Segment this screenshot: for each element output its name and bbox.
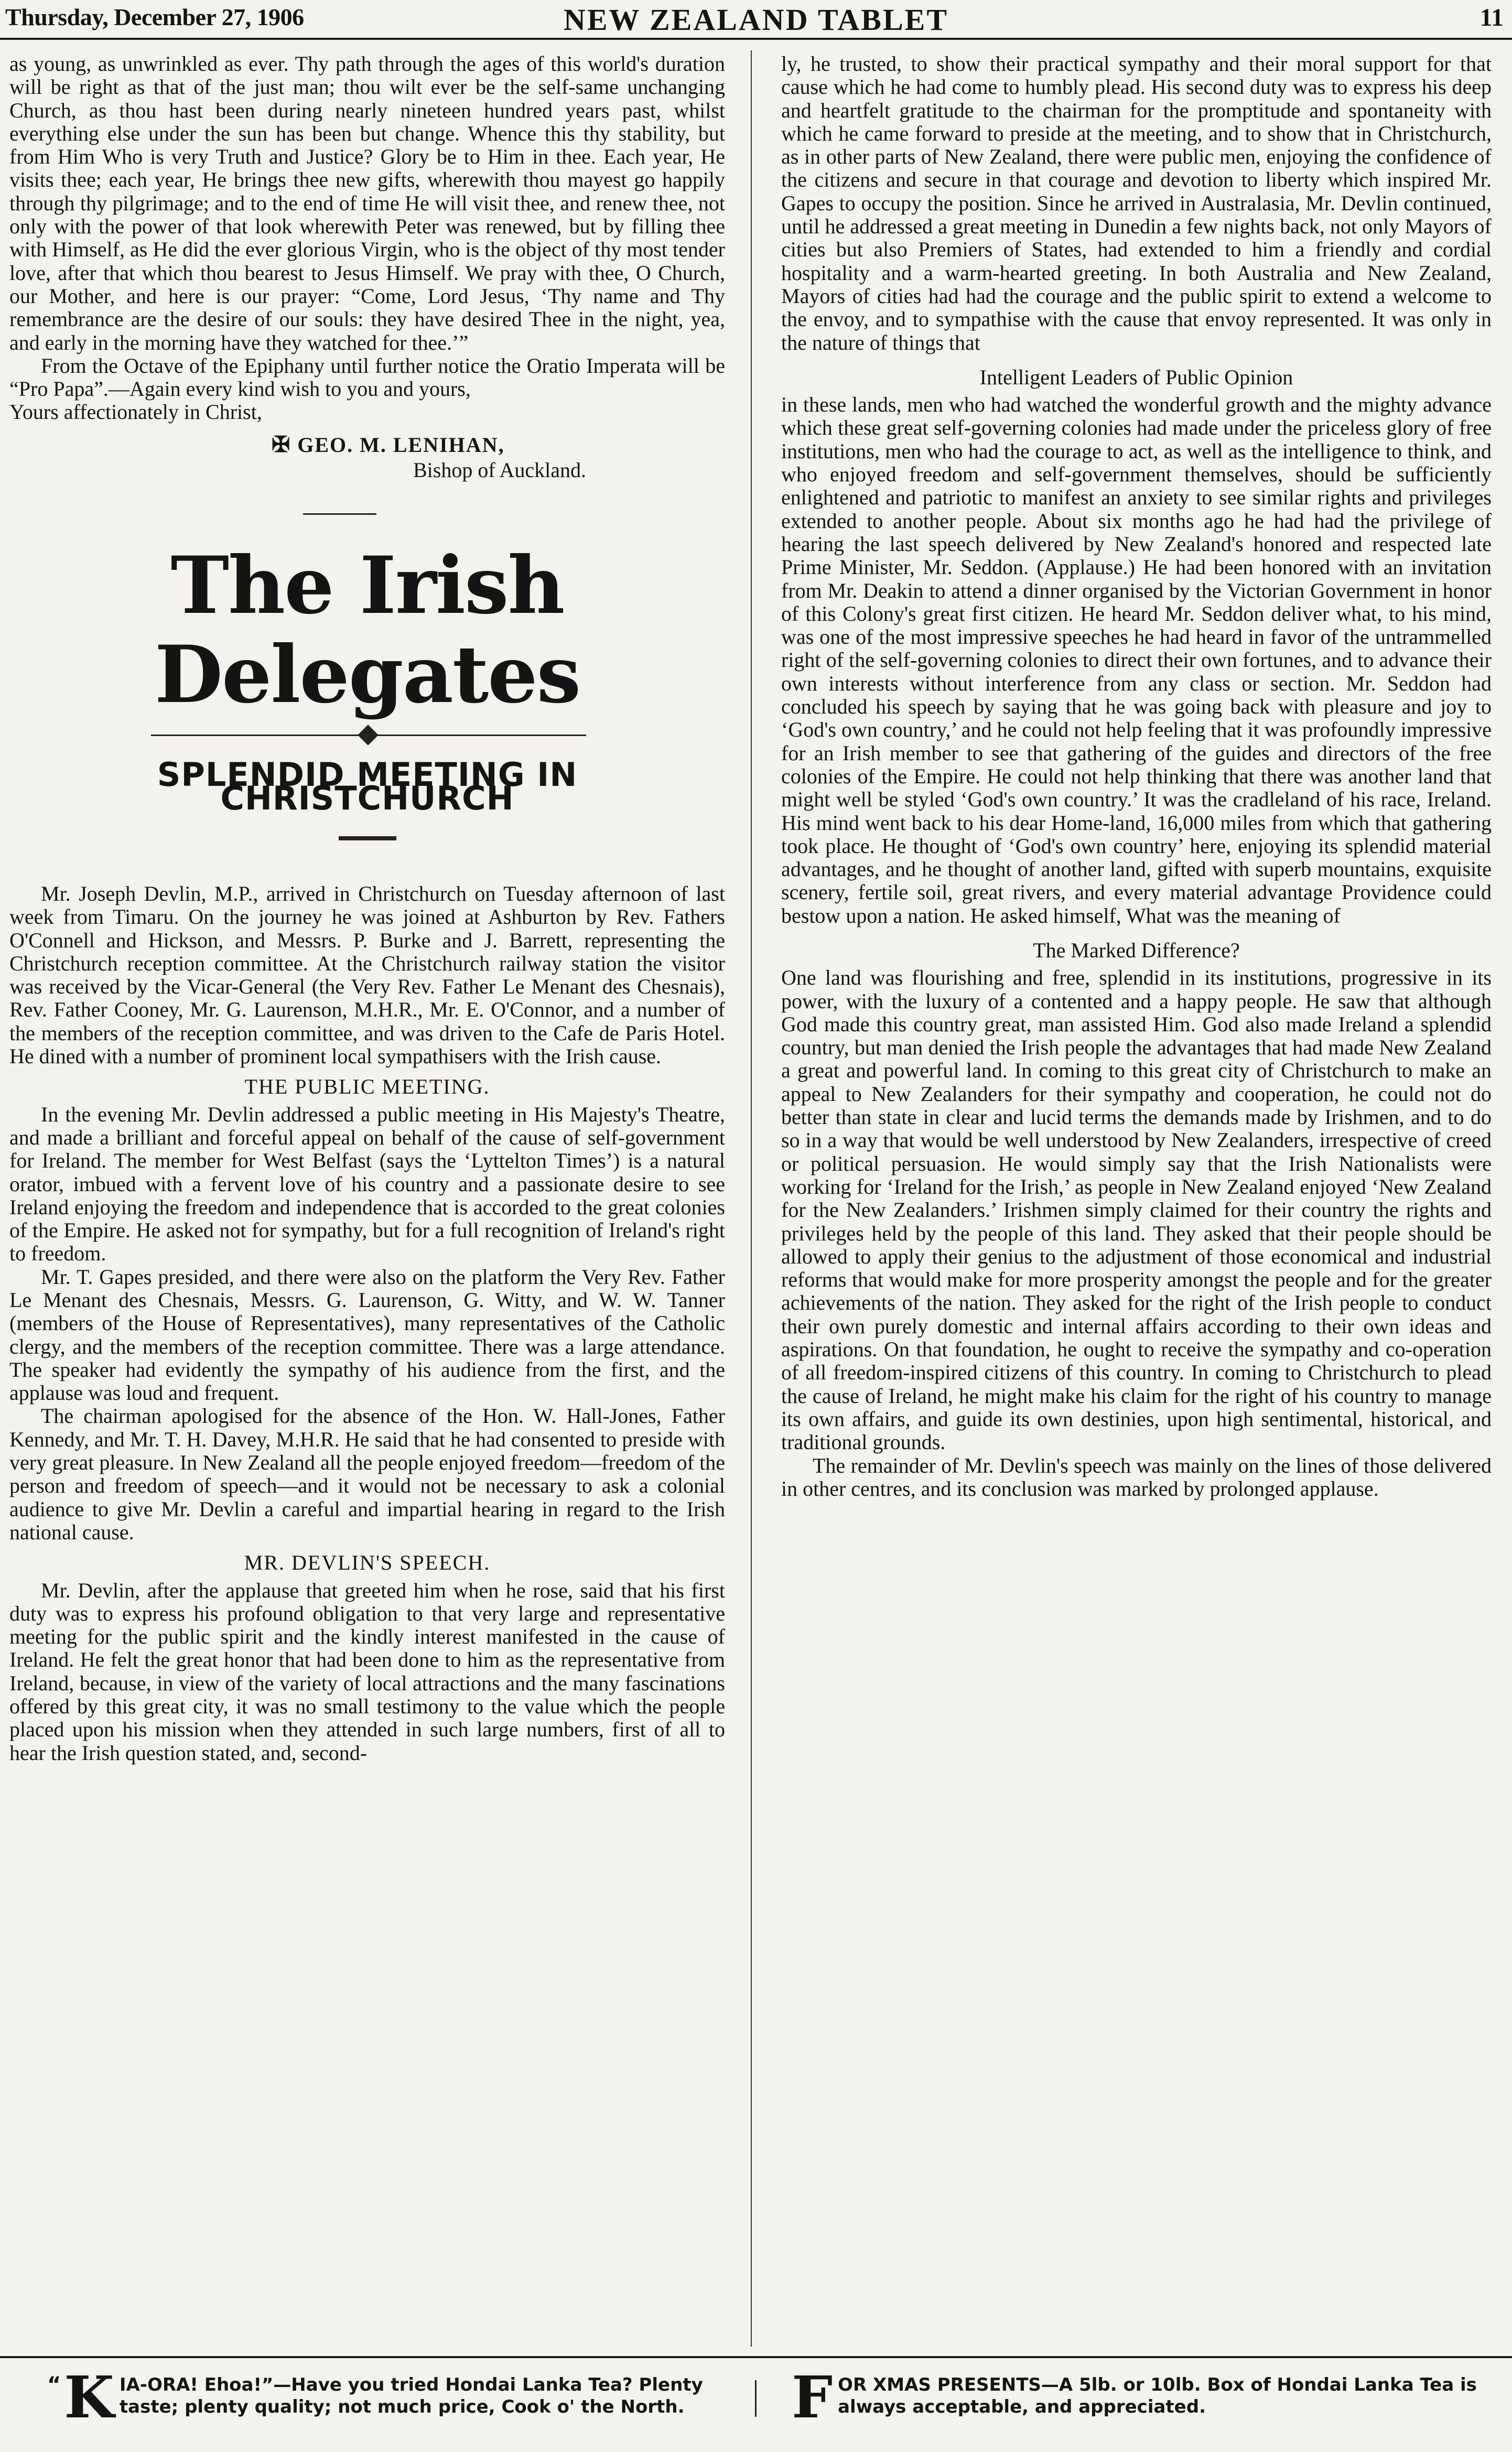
cross-icon: ✠ xyxy=(272,433,291,457)
article-paragraph: The chairman apologised for the absence of the Hon. W. Hall-Jones, Father Kennedy, and Mr. T. H. Davey, M.H.R. He said that he had consented to preside with very great pleasure. In New Zealand all the people enjoyed freedom—freedom of the person and freedom of speech—and it would not be necessary to ask a colonial audience to give Mr. Devlin a careful and impartial hearing in regard to the Irish national cause. xyxy=(9,1404,725,1544)
ad-initial: F xyxy=(792,2363,833,2431)
letter-tail: From the Octave of the Epiphany until further notice the Oratio Imperata will be “Pro Papa”.—Again every kind wish to you and yours, xyxy=(9,353,725,401)
ornament-rule xyxy=(9,725,725,746)
article-paragraph: Mr. Devlin, after the applause that greeted him when he rose, said that his first duty was to express his profound obligation to that very large and representative meeting for the public spirit and the kindly interest manifested in the cause of Ireland. He felt the great honor that had been done to him as the representative from Ireland, because, in view of the variety of local attractions and the many fascinations offered by this great city, it was no small testimony to the value which the people placed upon his mission when they attended in such large numbers, first of all to hear the Irish question stated, and, second- xyxy=(9,1578,725,1765)
letter-signoff: Yours affectionately in Christ, xyxy=(9,400,262,424)
ad-text: IA-ORA! Ehoa!”—Have you tried Hondai Lanka Tea? Plenty taste; plenty quality; not much price, Cook o' the North. xyxy=(119,2374,703,2417)
masthead-title: NEW ZEALAND TABLET xyxy=(563,3,949,37)
section-heading-marked-difference: The Marked Difference? xyxy=(1033,938,1240,962)
left-column xyxy=(9,52,725,1765)
ad-xmas-presents xyxy=(792,2363,1489,2431)
column-divider xyxy=(751,50,752,2347)
short-divider xyxy=(303,513,376,515)
signature-name: GEO. M. LENIHAN, xyxy=(297,433,505,457)
right-column xyxy=(781,52,1492,1500)
section-heading-public-meeting: THE PUBLIC MEETING. xyxy=(244,1075,490,1099)
masthead xyxy=(0,0,1512,40)
section-heading-leaders: Intelligent Leaders of Public Opinion xyxy=(979,365,1293,389)
article-paragraph: In the evening Mr. Devlin addressed a public meeting in His Majesty's Theatre, and made a brilliant and forceful appeal on behalf of the cause of self-government for Ireland. The member for West Belfast (says the ‘Lyttelton Times’) is a natural orator, imbued with a fervent love of his country and a passionate desire to see Ireland enjoying the freedom and independence that is accorded to the great colonies of the Empire. He asked not for sympathy, but for a full recognition of Ireland's right to freedom. xyxy=(9,1102,725,1266)
masthead-date: Thursday, December 27, 1906 xyxy=(5,4,304,30)
ad-kia-ora xyxy=(47,2363,723,2431)
article-paragraph: The remainder of Mr. Devlin's speech was mainly on the lines of those delivered in other centres, and its conclusion was marked by prolonged applause. xyxy=(781,1453,1492,1500)
page-number: 11 xyxy=(1479,4,1504,31)
ad-separator xyxy=(755,2380,757,2417)
article-paragraph: ly, he trusted, to show their practical sympathy and their moral support for that cause which he had come to humbly plead. His second duty was to express his deep and heartfelt gratitude to the chairman for the promptitude and spontaneity with which he came forward to preside at the meeting, and to show that in Christchurch, as in other parts of New Zealand, there were public men, enjoying the confidence of the citizens and secure in that courage and devotion to liberty which inspired Mr. Gapes to occupy the position. Since he arrived in Australasia, Mr. Devlin continued, until he addressed a great meeting in Dunedin a few nights back, not only Mayors of cities but also Premiers of States, had extended to him a friendly and cordial hospitality and a warm-hearted greeting. In both Australia and New Zealand, Mayors of cities had had the courage and the public spirit to extend a welcome to the envoy, and to sympathise with the cause that envoy represented. It was only in the nature of things that xyxy=(781,52,1492,354)
article-paragraph: One land was flourishing and free, splendid in its institutions, progressive in its power, with the luxury of a contented and a happy people. He saw that although God made this country great, man assisted Him. God also made Ireland a splendid country, but man denied the Irish people the advantages that had made New Zealand a great and powerful land. In coming to this great city of Christchurch to make an appeal to New Zealanders for their sympathy and cooperation, he could not do better than state in clear and lucid terms the demands made by Irishmen, and to do so in a way that would be well understood by New Zealanders, irrespective of creed or political persuasion. He would simply say that the Irish Nationalists were working for ‘Ireland for the Irish,’ as people in New Zealand enjoyed ‘New Zealand for the New Zealanders.’ Irishmen simply claimed for their country the rights and privileges held by the people of this land. They asked that their people should be allowed to apply their genius to the adjustment of those economical and industrial reforms that would make for more prosperity amongst the people and for the greater achievements of the nation. They asked for the right of the Irish people to conduct their own purely domestic and internal affairs according to their own ideas and aspirations. On that foundation, he ought to receive the sympathy and co-operation of all freedom-inspired citizens of this country. In coming to Christchurch to plead the cause of Ireland, he might make his claim for the right of his country to manage its own affairs, and guide its own destinies, upon high sentimental, historical, and traditional grounds. xyxy=(781,966,1492,1454)
signature xyxy=(272,434,725,457)
letter-body: as young, as unwrinkled as ever. Thy path through the ages of this world's duration will be right as that of the just man; thou wilt ever be the self-same unchanging Church, as thou hast been during nearly nineteen hundred years past, whilst everything else under the sun has been but change. Whence this thy stability, but from Him Who is very Truth and Justice? Glory be to Him in thee. Each year, He visits thee; each year, He brings thee new gifts, wherewith thou mayest go happily through thy pilgrimage; and to the end of time He will visit thee, and renew thee, not only with the power of that look wherewith Peter was renewed, but by filling thee with Himself, as He did the ever glorious Virgin, who is the object of thy most tender love, after that which thou bearest to Jesus Himself. We pray with thee, O Church, our Mother, and here is our prayer: “Come, Lord Jesus, ‘Thy name and Thy remembrance are the desire of our souls: they have desired Thee in the night, yea, and early in the morning have they watched for thee.’” xyxy=(9,52,725,354)
article-paragraph: in these lands, men who had watched the wonderful growth and the mighty advance which these great self-governing colonies had made under the priceless glory of free institutions, men who had the courage to act, as well as the intelligence to think, and who enjoyed freedom and self-government themselves, should be sufficiently enlightened and patriotic to manifest an anxiety to see similar rights and privileges extended to another people. About six months ago he had had the privilege of hearing the last speech delivered by New Zealand's honored and respected late Prime Minister, Mr. Seddon. (Applause.) He had been honored with an invitation from Mr. Deakin to attend a dinner organised by the Victorian Government in honor of this Colony's great first citizen. He heard Mr. Seddon deliver what, to his mind, was one of the most impressive speeches he had heard in favor of the untrammelled right of the self-governing colonies to direct their own fortunes, and to advance their own interests without interference from any class or section. Mr. Seddon had concluded his speech by saying that he was going back with pleasure and joy to ‘God's own country,’ and he could not help feeling that it was profoundly impressive for an Irish member to see that gathering of the guides and directors of the free colonies of the Empire. He could not help thinking that there was another land that might well be styled ‘God's own country.’ It was the cradleland of his race, Ireland. His mind went back to his dear Home-land, 16,000 miles from which that gathering took place. He thought of ‘God's own country’ here, enjoying its splendid material advantages, and he thought of another land, gifted with superb mountains, exquisite scenery, fertile soil, great rivers, and every material advantage Providence could bestow upon a nation. He asked himself, What was the meaning of xyxy=(781,393,1492,927)
ad-initial: K xyxy=(64,2363,114,2431)
article-paragraph: Mr. Joseph Devlin, M.P., arrived in Christchurch on Tuesday afternoon of last week from Timaru. On the journey he was joined at Ashburton by Rev. Fathers O'Connell and Hickson, and Messrs. P. Burke and J. Barrett, representing the Christchurch reception committee. At the Christchurch railway station the visitor was received by the Vicar-General (the Very Rev. Father Le Menant des Chesnais), Rev. Father Cooney, Mr. G. Laurenson, M.H.R., Mr. E. O'Connor, and a number of the members of the reception committee, and was driven to the Cafe de Paris Hotel. He dined with a number of prominent local sympathisers with the Irish cause. xyxy=(9,881,725,1068)
diamond-icon xyxy=(358,725,379,746)
open-quote: “ xyxy=(47,2373,61,2397)
heavy-rule xyxy=(339,836,396,840)
article-paragraph: Mr. T. Gapes presided, and there were also on the platform the Very Rev. Father Le Menant des Chesnais, Messrs. G. Laurenson, G. Witty, and W. W. Tanner (members of the House of Representatives), many representatives of the Catholic clergy, and the members of the reception committee. There was a large attendance. The speaker had evidently the sympathy of his audience from the first, and the applause was loud and frequent. xyxy=(9,1265,725,1405)
section-heading-devlin-speech: MR. DEVLIN'S SPEECH. xyxy=(244,1551,491,1575)
article-headline: The Irish Delegates xyxy=(154,539,580,721)
ad-top-rule xyxy=(0,2356,1512,2358)
ad-text: OR XMAS PRESENTS—A 5lb. or 10lb. Box of Hondai Lanka Tea is always acceptable, and appreciated. xyxy=(838,2374,1477,2417)
signature-title: Bishop of Auckland. xyxy=(413,458,586,482)
article-subhead: SPLENDID MEETING IN CHRISTCHURCH xyxy=(157,755,578,817)
